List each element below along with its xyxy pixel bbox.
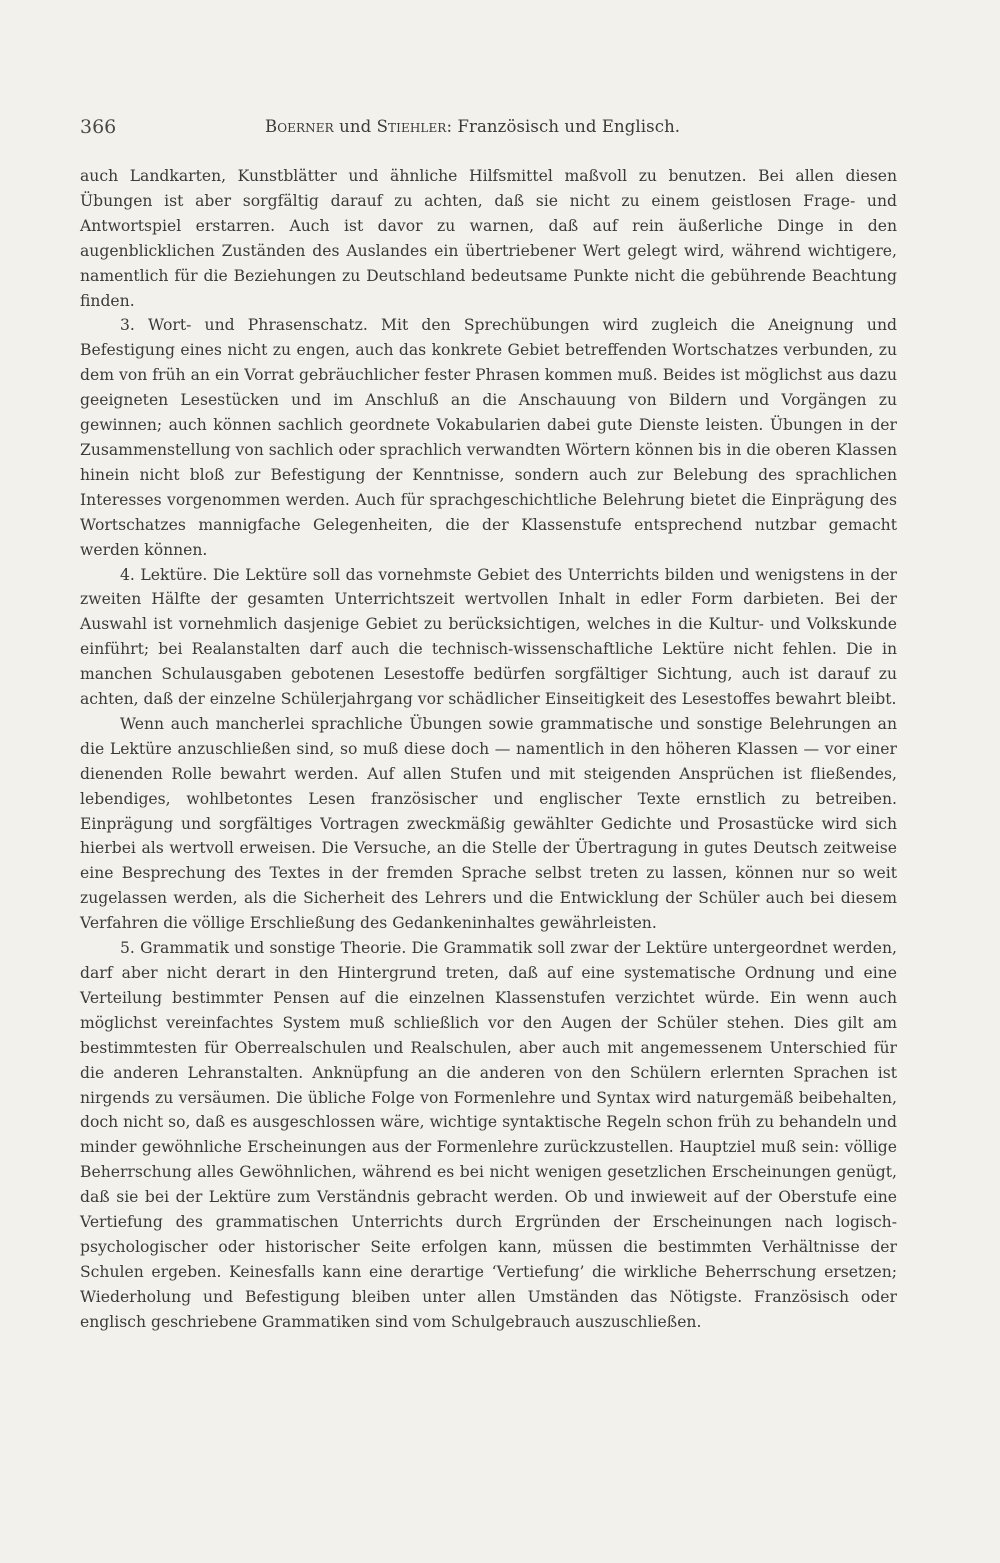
title-connector: und: [339, 117, 372, 136]
author-name: Stiehler: [376, 117, 447, 136]
paragraph-grammatik: 5. Grammatik und sonstige Theorie. Die Grammatik soll zwar der Lektüre untergeordnet werden, darf aber nicht derart in den Hintergrund treten, daß auf eine systematische Ordnung und eine Verteilung bestimmter Pensen auf die einzelnen Klassenstufen verzichtet würde. Ein wenn auch möglichst vereinfachtes System muß schließlich vor den Augen der Schüler stehen. Dies gilt am bestimmtesten für Oberrealschulen und Realschulen, aber auch mit angemessenem Unterschied für die anderen Lehranstalten. Anknüpfung an die anderen von den Schülern erlernten Sprachen ist nirgends zu versäumen. Die übliche Folge von Formenlehre und Syntax wird naturgemäß beibehalten, doch nicht so, daß es ausgeschlossen wäre, wichtige syntaktische Regeln schon früh zu behandeln und minder gewöhnliche Erscheinungen aus der Formenlehre zurückzustellen. Hauptziel muß sein: völlige Beherrschung alles Gewöhnlichen, während es bei nicht wenigen gesetzlichen Erscheinungen genügt, daß sie bei der Lektüre zum Verständnis gebracht werden. Ob und inwieweit auf der Oberstufe eine Vertiefung des grammatischen Unterrichts durch Ergründen der Erscheinungen nach logisch-psychologischer oder historischer Seite erfolgen kann, müssen die bestimmten Verhältnisse der Schulen ergeben. Keinesfalls kann eine derartige ‘Vertiefung’ die wirkliche Beherrschung ersetzen; Wiederholung und Befestigung bleiben unter allen Umständen das Nötigste. Französisch oder englisch geschriebene Grammatiken sind vom Schulgebrauch auszuschließen.: [80, 939, 897, 1331]
paragraph-lektuere-uebungen: Wenn auch mancherlei sprachliche Übungen sowie grammatische und sonstige Belehrungen an die Lektüre anzuschließen sind, so muß diese doch — namentlich in den höheren Klassen — vor einer dienenden Rolle bewahrt werden. Auf allen Stufen und mit steigenden Ansprüchen ist fließendes, lebendiges, wohlbetontes Lesen französischer und englischer Texte ernstlich zu betreiben. Einprägung und sorgfältiges Vortragen zweckmäßig gewählter Gedichte und Prosastücke wird sich hierbei als wertvoll erweisen. Die Versuche, an die Stelle der Übertragung in gutes Deutsch zeitweise eine Besprechung des Textes in der fremden Sprache selbst treten zu lassen, können nur so weit zugelassen werden, als die Sicherheit des Lehrers und die Entwicklung der Schüler auch bei diesem Verfahren die völlige Erschließung des Gedankeninhaltes gewährleisten.: [80, 714, 897, 933]
paragraph-lektuere: 4. Lektüre. Die Lektüre soll das vornehmste Gebiet des Unterrichts bilden und wenigstens in der zweiten Hälfte der gesamten Unterrichtszeit wertvollen Inhalt in edler Form darbieten. Bei der Auswahl ist vornehmlich dasjenige Gebiet zu berücksichtigen, welches in die Kultur- und Volkskunde einführt; bei Realanstalten darf auch die technisch-wissenschaftliche Lektüre nicht fehlen. Die in manchen Schulausgaben gebotenen Lesestoffe bedürfen sorgfältiger Sichtung, auch ist darauf zu achten, daß der einzelne Schülerjahrgang vor schädlicher Einseitigkeit des Lesestoffes bewahrt bleibt.: [80, 565, 897, 709]
paragraph-wortschatz: 3. Wort- und Phrasenschatz. Mit den Sprechübungen wird zugleich die Aneignung und Befestigung eines nicht zu engen, auch das konkrete Gebiet betreffenden Wortschatzes verbunden, zu dem von früh an ein Vorrat gebräuchlicher fester Phrasen kommen muß. Beides ist möglichst aus dazu geeigneten Lesestücken und im Anschluß an die Anschauung von Bildern und Vorgängen zu gewinnen; auch können sachlich geordnete Vokabularien dabei gute Dienste leisten. Übungen in der Zusammenstellung von sachlich oder sprachlich verwandten Wörtern können bis in die oberen Klassen hinein nicht bloß zur Befestigung der Kenntnisse, sondern auch zur Belebung des sprachlichen Interesses vorgenommen werden. Auch für sprachgeschichtliche Belehrung bietet die Einprägung des Wortschatzes mannigfache Gelegenheiten, die der Klassenstufe entsprechend nutzbar gemacht werden können.: [80, 316, 897, 559]
running-title: [265, 117, 680, 136]
author-name: Boerner: [265, 117, 334, 136]
body-text: [80, 164, 897, 1335]
book-page: [80, 116, 897, 1335]
paragraph-continuation: auch Landkarten, Kunstblätter und ähnliche Hilfsmittel maßvoll zu benutzen. Bei allen diesen Übungen ist aber sorgfältig darauf zu achten, daß sie nicht zu einem geistlosen Frage- und Antwortspiel erstarren. Auch ist davor zu warnen, daß auf rein äußerliche Dinge in den augenblicklichen Zuständen des Auslandes ein übertriebener Wert gelegt wird, während wichtigere, namentlich für die Beziehungen zu Deutschland bedeutsame Punkte nicht die gebührende Beachtung finden.: [80, 167, 897, 310]
running-head: [80, 116, 897, 146]
title-subject: : Französisch und Englisch.: [446, 117, 681, 136]
page-number: 366: [80, 116, 117, 138]
